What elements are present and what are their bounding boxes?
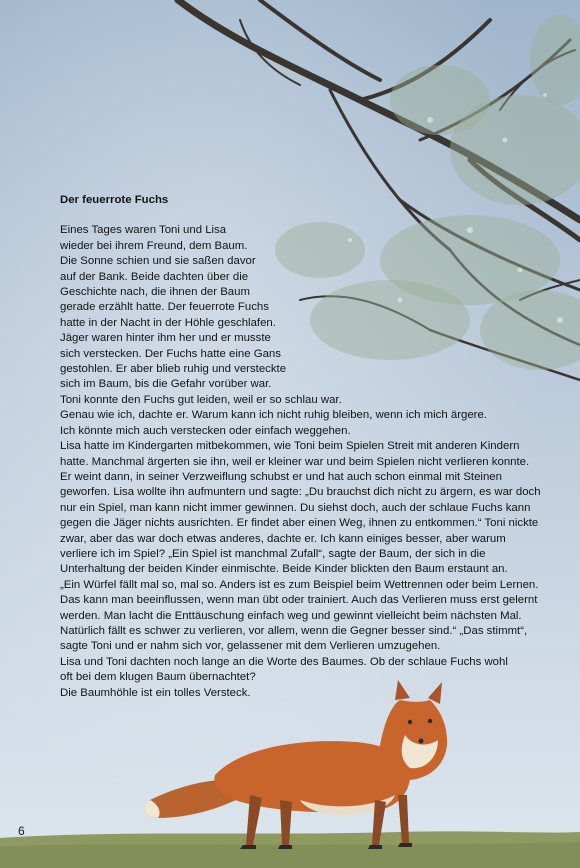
- story-line: hatte in der Nacht in der Höhle geschlafen.: [60, 316, 276, 329]
- story-line: nur ein Spiel, man kann nicht immer gewinnen. Du siehst doch, auch der schlaue Fuchs kann: [60, 501, 531, 514]
- story-line: Lisa hatte im Kindergarten mitbekommen, wie Toni beim Spielen Streit mit anderen Kindern: [60, 440, 520, 453]
- story-line: verliere ich im Spiel? „Ein Spiel ist manchmal Zufall“, sagte der Baum, der sich in die: [60, 547, 486, 560]
- story-line: gegen die Jäger nichts ausrichten. Er findet aber einen Weg, ihnen zu entkommen.“ Toni nickte: [60, 517, 539, 530]
- story-line: gerade erzählt hatte. Der feuerrote Fuchs: [60, 301, 269, 314]
- story-line: zwar, aber das war doch etwas anderes, dachte er. Ich kann einiges besser, aber warum: [60, 532, 506, 545]
- story-line: geworfen. Lisa wollte ihn aufmuntern und sagte: „Du brauchst dich nicht zu ärgern, es war doch: [60, 486, 541, 499]
- story-line: Er weint dann, in seiner Verzweiflung schubst er und hat auch schon einmal mit Steinen: [60, 470, 502, 483]
- story-line: hatte. Manchmal ärgerten sie ihn, weil er kleiner war und beim Spielen nicht verlieren konnte.: [60, 455, 530, 468]
- story-line: sagte Toni und er nahm sich vor, gelassener mit dem Verlieren umzugehen.: [60, 640, 441, 653]
- page-number: 6: [18, 824, 25, 838]
- story-line: „Ein Würfel fällt mal so, mal so. Anders ist es zum Beispiel beim Wettrennen oder beim Lernen.: [60, 578, 539, 591]
- story-line: Natürlich fällt es schwer zu verlieren, vor allem, wenn die Gegner besser sind.“ „Das stimmt“,: [60, 624, 528, 637]
- story-text: [60, 193, 575, 701]
- story-line: sich verstecken. Der Fuchs hatte eine Gans: [60, 347, 281, 360]
- story-line: sich im Baum, bis die Gefahr vorüber war.: [60, 378, 272, 391]
- story-line: Toni konnte den Fuchs gut leiden, weil er so schlau war.: [60, 393, 342, 406]
- story-line: gestohlen. Er aber blieb ruhig und versteckte: [60, 363, 287, 376]
- story-line: Jäger waren hinter ihm her und er musste: [60, 332, 271, 345]
- story-line: auf der Bank. Beide dachten über die: [60, 270, 249, 283]
- story-line: Die Baumhöhle ist ein tolles Versteck.: [60, 686, 251, 699]
- story-line: Geschichte nach, die ihnen der Baum: [60, 286, 250, 299]
- story-line: Eines Tages waren Toni und Lisa: [60, 224, 227, 237]
- story-line: Das kann man beeinflussen, wenn man übt oder trainiert. Auch das Verlieren muss erst gelernt: [60, 594, 538, 607]
- story-title: Der feuerrote Fuchs: [60, 194, 169, 206]
- story-line: Genau wie ich, dachte er. Warum kann ich nicht ruhig bleiben, wenn ich mich ärgere.: [60, 409, 487, 422]
- story-line: Ich könnte mich auch verstecken oder einfach weggehen.: [60, 424, 351, 437]
- story-line: wieder bei ihrem Freund, dem Baum.: [60, 239, 248, 252]
- story-line: werden. Man lacht die Enttäuschung einfach weg und gewinnt vielleicht beim nächsten Mal.: [60, 609, 522, 622]
- story-body: [60, 223, 575, 701]
- story-line: oft bei dem klugen Baum übernachtet?: [60, 671, 256, 684]
- story-line: Lisa und Toni dachten noch lange an die Worte des Baumes. Ob der schlaue Fuchs wohl: [60, 655, 508, 668]
- story-line: Die Sonne schien und sie saßen davor: [60, 255, 256, 268]
- story-line: Unterhaltung der beiden Kinder einmischte. Beide Kinder blickten den Baum erstaunt an.: [60, 563, 508, 576]
